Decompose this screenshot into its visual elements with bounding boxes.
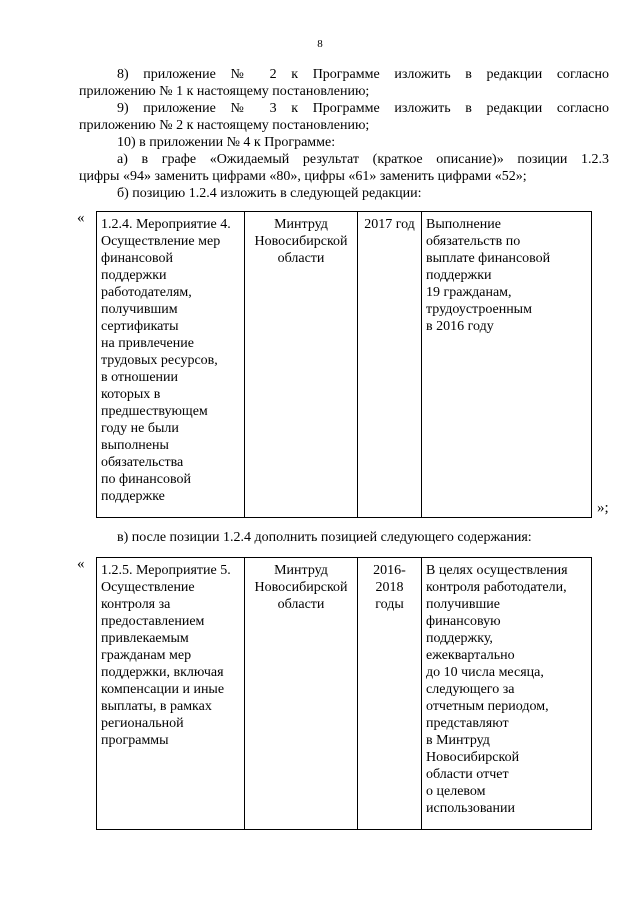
cell-text-line: использовании [426,801,515,816]
cell-text-line: 2016- [373,563,406,578]
paragraph-10: 10) в приложении № 4 к Программе: [117,135,336,150]
cell-text-line: области отчет [426,767,509,782]
cell-text-line: области [277,597,325,612]
cell-text-line: 2017 год [364,217,415,232]
cell-text-line: обязательств по [426,234,521,249]
cell-text-line: финансовой [101,251,173,266]
paragraph-8-line-1: 8) приложение № 2 к Программе изложить в редакции согласно [117,67,609,82]
cell-result [422,558,592,830]
cell-text-line: Осуществление [101,580,195,595]
cell-text-line: ежеквартально [426,648,515,663]
cell-text-line: на привлечение [101,336,194,351]
cell-text-line: В целях осуществления [426,563,568,578]
cell-activity [97,558,245,830]
cell-text-line: следующего за [426,682,515,697]
table-row [97,212,592,518]
cell-text-line: получившие [426,597,500,612]
cell-text-line: выполнены [101,438,169,453]
cell-text-line: в Минтруд [426,733,490,748]
cell-text-line: контроля работодатели, [426,580,567,595]
cell-text-line: Минтруд [274,217,328,232]
cell-text-line: трудовых ресурсов, [101,353,218,368]
cell-text-line: поддержки [101,268,167,283]
table-row [97,558,592,830]
cell-text-line: сертификаты [101,319,179,334]
cell-text-line: предшествующем [101,404,208,419]
cell-text-line: о целевом [426,784,486,799]
cell-text-line: представляют [426,716,509,731]
cell-text-line: выплате финансовой [426,251,551,266]
cell-activity [97,212,245,518]
cell-text-line: трудоустроенным [426,302,532,317]
cell-period [358,212,422,518]
cell-text-line: Новосибирской [254,234,348,249]
cell-text-line: поддержки [426,268,492,283]
cell-text-line: Новосибирской [254,580,348,595]
cell-text-line: году не были [101,421,179,436]
cell-text-line: по финансовой [101,472,191,487]
table-position-1-2-5 [96,557,592,830]
cell-text-line: программы [101,733,169,748]
cell-text-line: поддержки, включая [101,665,224,680]
paragraph-v: в) после позиции 1.2.4 дополнить позицией следующего содержания: [117,530,532,545]
cell-text-line: в отношении [101,370,179,385]
cell-text-line: получившим [101,302,178,317]
cell-text-line: предоставлением [101,614,205,629]
cell-text-line: 19 гражданам, [426,285,512,300]
cell-period [358,558,422,830]
cell-text-line: в 2016 году [426,319,494,334]
cell-text-line: компенсации и иные [101,682,225,697]
cell-text-line: Выполнение [426,217,501,232]
cell-text-line: отчетным периодом, [426,699,549,714]
opening-quote-1: « [77,210,85,226]
cell-text-line: региональной [101,716,184,731]
cell-text-line: работодателям, [101,285,192,300]
table-position-1-2-4 [96,211,592,518]
cell-executor [245,558,358,830]
cell-text-line: 1.2.5. Мероприятие 5. [101,563,231,578]
closing-quote: »; [597,500,609,516]
cell-text-line: выплаты, в рамках [101,699,212,714]
cell-text-line: Новосибирской [426,750,520,765]
paragraph-8-line-2: приложению № 1 к настоящему постановлению; [79,84,370,99]
cell-text-line: 2018 годы [375,580,404,612]
opening-quote-2: « [77,556,85,572]
cell-text-line: 1.2.4. Мероприятие 4. [101,217,231,232]
paragraph-b: б) позицию 1.2.4 изложить в следующей редакции: [117,186,422,201]
cell-text-line: Минтруд [274,563,328,578]
cell-text-line: Осуществление мер [101,234,221,249]
paragraph-9-line-2: приложению № 2 к настоящему постановлению; [79,118,370,133]
cell-text-line: обязательства [101,455,184,470]
paragraph-a-line-1: а) в графе «Ожидаемый результат (краткое описание)» позиции 1.2.3 [117,152,609,167]
cell-text-line: финансовую [426,614,501,629]
cell-text-line: гражданам мер [101,648,192,663]
paragraph-9-line-1: 9) приложение № 3 к Программе изложить в редакции согласно [117,101,609,116]
cell-executor [245,212,358,518]
cell-result [422,212,592,518]
page-number: 8 [317,38,323,50]
cell-text-line: контроля за [101,597,171,612]
cell-text-line: поддержку, [426,631,493,646]
cell-text-line: области [277,251,325,266]
cell-text-line: привлекаемым [101,631,189,646]
cell-text-line: которых в [101,387,161,402]
paragraph-a-line-2: цифры «94» заменить цифрами «80», цифры «61» заменить цифрами «52»; [79,169,527,184]
cell-text-line: до 10 числа месяца, [426,665,544,680]
cell-text-line: поддержке [101,489,165,504]
